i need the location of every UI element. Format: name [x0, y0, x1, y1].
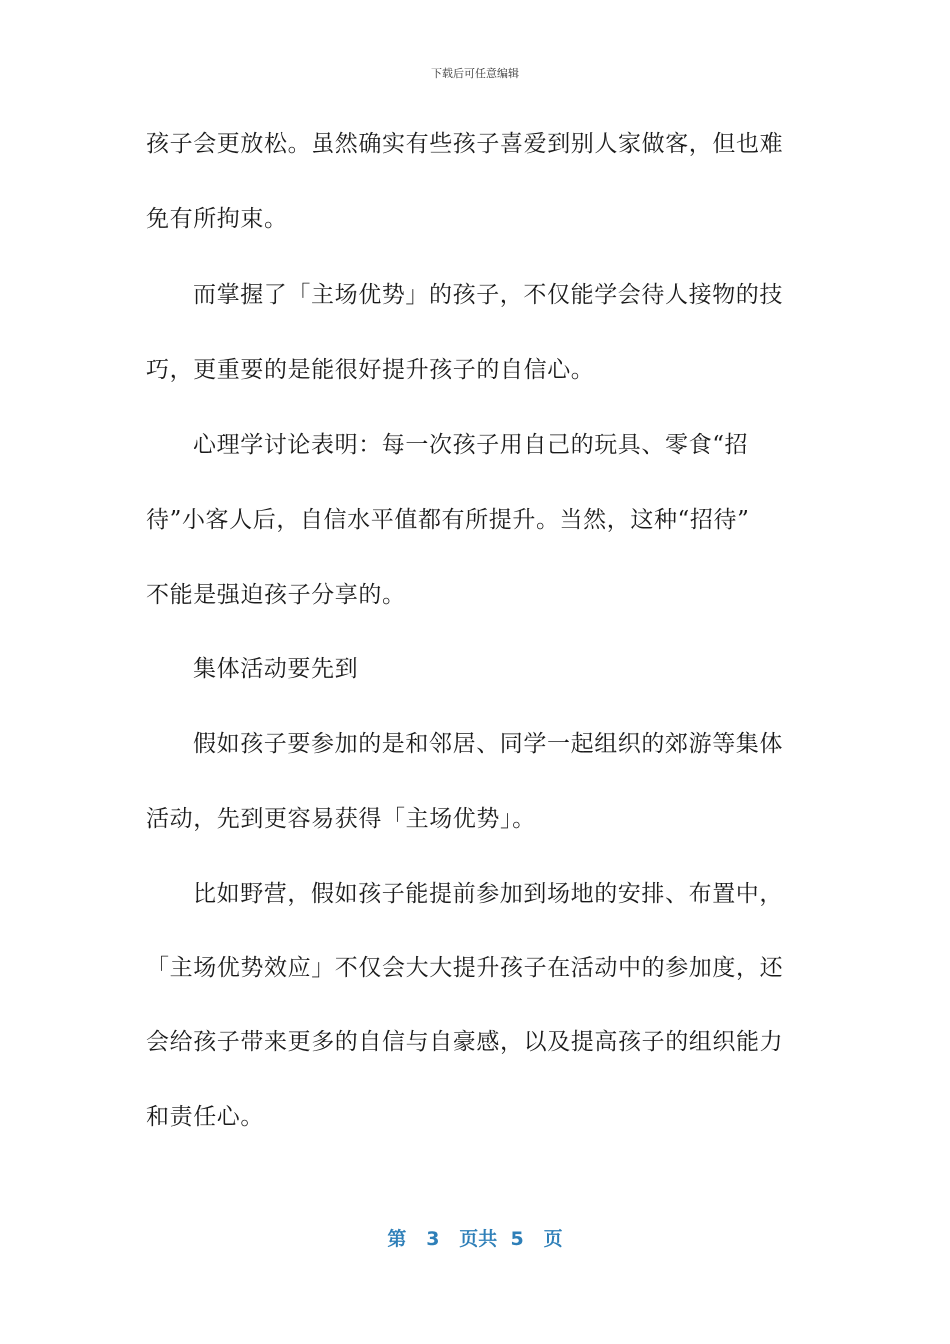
page-number-footer: [0, 1226, 950, 1252]
body-line: 假如孩子要参加的是和邻居、同学一起组织的郊游等集体: [193, 731, 783, 757]
body-line: 不能是强迫孩子分享的。: [146, 582, 406, 608]
page-label-prefix: 第: [387, 1228, 407, 1250]
body-line: 而掌握了「主场优势」的孩子，不仅能学会待人接物的技: [193, 282, 783, 308]
header-note: 下载后可任意编辑: [431, 67, 519, 80]
body-line: 活动，先到更容易获得「主场优势」。: [146, 806, 536, 832]
body-line: 待”小客人后，自信水平值都有所提升。当然，这种“招待”: [146, 507, 750, 533]
total-pages-number: 5: [510, 1228, 524, 1250]
section-heading: 集体活动要先到: [193, 656, 359, 682]
body-line: 会给孩子带来更多的自信与自豪感，以及提高孩子的组织能力: [146, 1029, 784, 1055]
body-line: 「主场优势效应」不仅会大大提升孩子在活动中的参加度，还: [146, 955, 784, 981]
page-label-middle: 页共: [459, 1228, 498, 1250]
body-line: 心理学讨论表明：每一次孩子用自己的玩具、零食“招: [193, 432, 749, 458]
page-label-suffix: 页: [543, 1228, 563, 1250]
body-line: 和责任心。: [146, 1104, 264, 1130]
body-line: 比如野营，假如孩子能提前参加到场地的安排、布置中，: [193, 881, 783, 907]
body-line: 免有所拘束。: [146, 206, 288, 232]
body-line: 孩子会更放松。虽然确实有些孩子喜爱到别人家做客，但也难: [146, 131, 784, 157]
body-line: 巧，更重要的是能很好提升孩子的自信心。: [146, 357, 595, 383]
current-page-number: 3: [426, 1228, 440, 1250]
